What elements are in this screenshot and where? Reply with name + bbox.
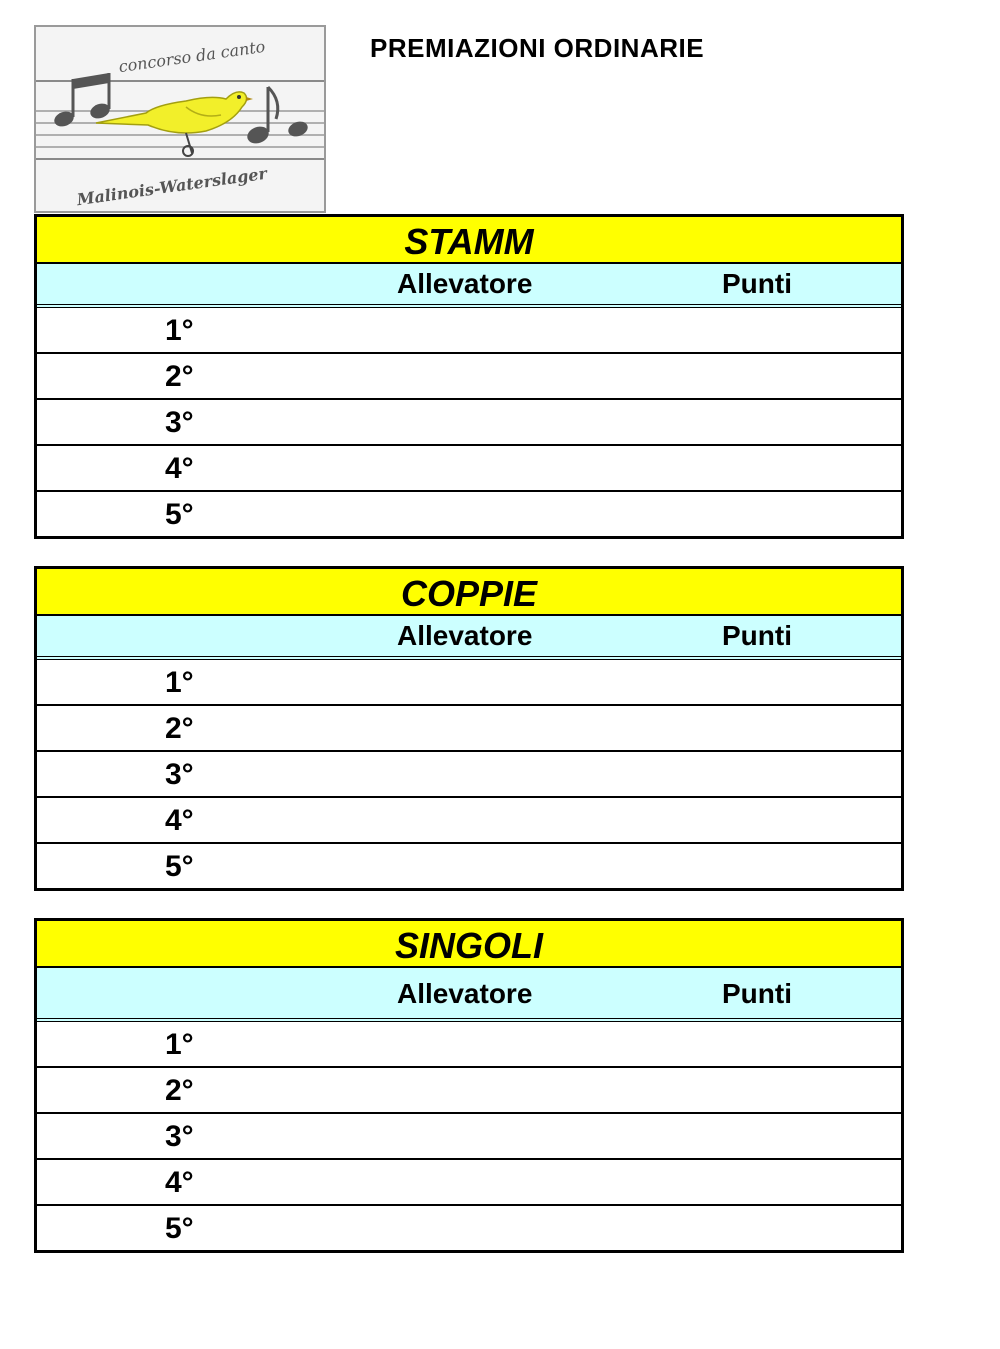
col-header-points: Punti	[722, 978, 792, 1009]
rank-label: 4°	[165, 804, 194, 837]
rank-label: 2°	[165, 360, 194, 393]
table-row	[37, 308, 901, 354]
col-header-breeder: Allevatore	[397, 978, 533, 1009]
col-header-breeder: Allevatore	[397, 268, 533, 299]
table-row	[37, 1160, 901, 1206]
section-header-row	[37, 616, 901, 660]
rank-label: 2°	[165, 1074, 194, 1107]
rank-label: 3°	[165, 406, 194, 439]
table-row	[37, 1206, 901, 1250]
section-header-row	[37, 264, 901, 308]
rank-label: 1°	[165, 1028, 194, 1061]
col-header-points: Punti	[722, 620, 792, 651]
table-row	[37, 492, 901, 536]
table-row	[37, 706, 901, 752]
table-row	[37, 752, 901, 798]
section-stamm	[34, 214, 904, 539]
table-row	[37, 1022, 901, 1068]
rank-label: 5°	[165, 850, 194, 883]
table-row	[37, 354, 901, 400]
section-singoli	[34, 918, 904, 1253]
section-title: STAMM	[37, 217, 901, 264]
logo-text-top: concorso da canto	[117, 36, 267, 77]
rank-label: 3°	[165, 758, 194, 791]
table-row	[37, 1114, 901, 1160]
section-coppie	[34, 566, 904, 891]
table-row	[37, 446, 901, 492]
logo-text-bottom: Malinois-Waterslager	[75, 163, 268, 210]
section-title: SINGOLI	[37, 921, 901, 968]
col-header-points: Punti	[722, 268, 792, 299]
rank-label: 4°	[165, 1166, 194, 1199]
rank-label: 4°	[165, 452, 194, 485]
table-row	[37, 1068, 901, 1114]
table-row	[37, 660, 901, 706]
logo	[34, 25, 326, 213]
rank-label: 5°	[165, 498, 194, 531]
section-header-row	[37, 968, 901, 1022]
page-title: PREMIAZIONI ORDINARIE	[370, 33, 705, 63]
rank-label: 2°	[165, 712, 194, 745]
col-header-breeder: Allevatore	[397, 620, 533, 651]
table-row	[37, 844, 901, 888]
table-row	[37, 400, 901, 446]
rank-label: 5°	[165, 1212, 194, 1245]
rank-label: 3°	[165, 1120, 194, 1153]
rank-label: 1°	[165, 314, 194, 347]
rank-label: 1°	[165, 666, 194, 699]
table-row	[37, 798, 901, 844]
section-title: COPPIE	[37, 569, 901, 616]
